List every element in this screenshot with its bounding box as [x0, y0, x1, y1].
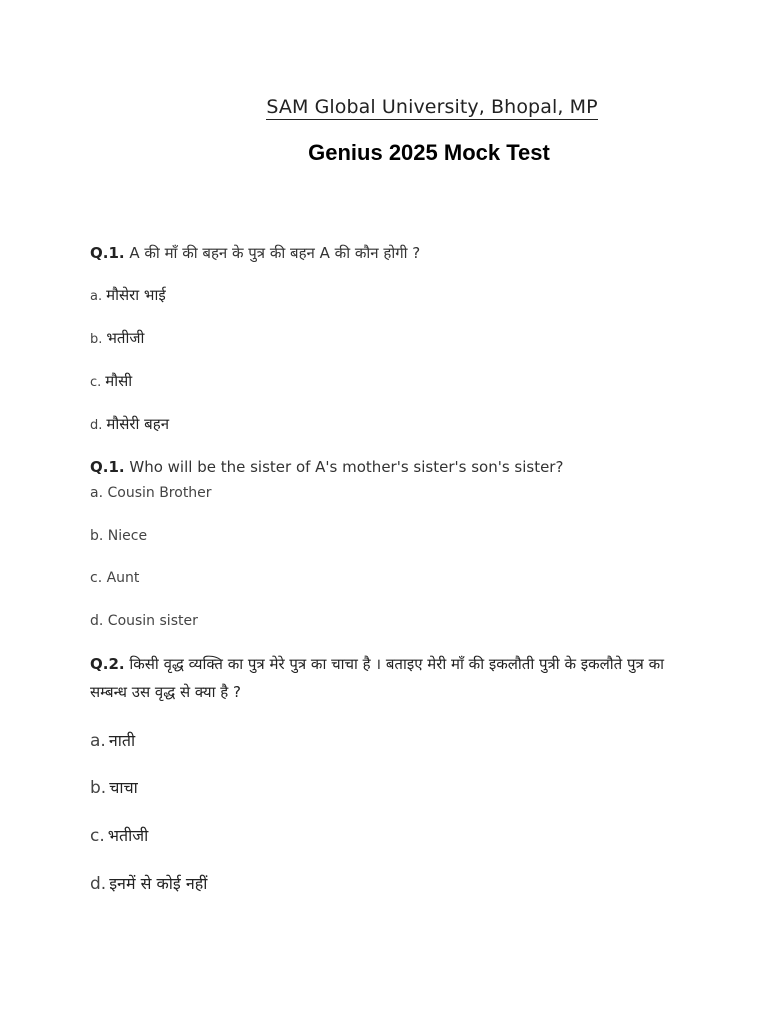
question-1-hindi — [90, 243, 420, 263]
option-c — [90, 824, 148, 846]
option-text: चाचा — [109, 778, 138, 797]
option-letter: c. — [90, 375, 102, 390]
option-letter: b. — [90, 332, 103, 347]
option-text: नाती — [108, 731, 136, 750]
option-letter: a. — [90, 731, 106, 751]
option-b — [90, 776, 138, 798]
option-text: भतीजी — [107, 826, 149, 845]
option-c — [90, 371, 132, 391]
question-1-english — [90, 458, 563, 476]
university-title: SAM Global University, Bhopal, MP — [266, 96, 598, 118]
option-text: भतीजी — [106, 329, 145, 347]
option-d — [90, 872, 207, 894]
option-letter: d. — [90, 874, 107, 894]
option-letter: d. — [90, 418, 103, 433]
option-text: इनमें से कोई नहीं — [109, 874, 208, 893]
option-b — [90, 328, 144, 348]
option-a — [90, 285, 166, 305]
question-text: Who will be the sister of A's mother's sister's son's sister? — [129, 458, 564, 476]
question-text: किसी वृद्ध व्यक्ति का पुत्र मेरे पुत्र का चाचा है । बताइए मेरी माँ की इकलौती पुत्री के इकलौते पुत्र का सम्बन्ध उस वृद्ध से क्या है ? — [90, 655, 664, 701]
option-text: मौसी — [105, 372, 133, 390]
question-number: Q.1. — [90, 458, 125, 476]
option-d-english: d. Cousin sister — [90, 613, 198, 629]
option-c-english: c. Aunt — [90, 570, 140, 586]
question-number: Q.1. — [90, 244, 125, 262]
option-text: मौसेरी बहन — [106, 415, 170, 433]
question-2-hindi — [90, 650, 690, 706]
header — [0, 96, 768, 120]
question-text: A की माँ की बहन के पुत्र की बहन A की कौन होगी ? — [129, 244, 421, 262]
option-text: मौसेरा भाई — [106, 286, 166, 304]
option-letter: b. — [90, 778, 107, 798]
option-a-english: a. Cousin Brother — [90, 485, 212, 501]
option-b-english: b. Niece — [90, 528, 148, 544]
test-title: Genius 2025 Mock Test — [308, 140, 550, 165]
option-letter: a. — [90, 289, 103, 304]
option-a — [90, 729, 135, 751]
option-d — [90, 414, 169, 434]
question-number: Q.2. — [90, 655, 125, 673]
option-letter: c. — [90, 826, 105, 846]
